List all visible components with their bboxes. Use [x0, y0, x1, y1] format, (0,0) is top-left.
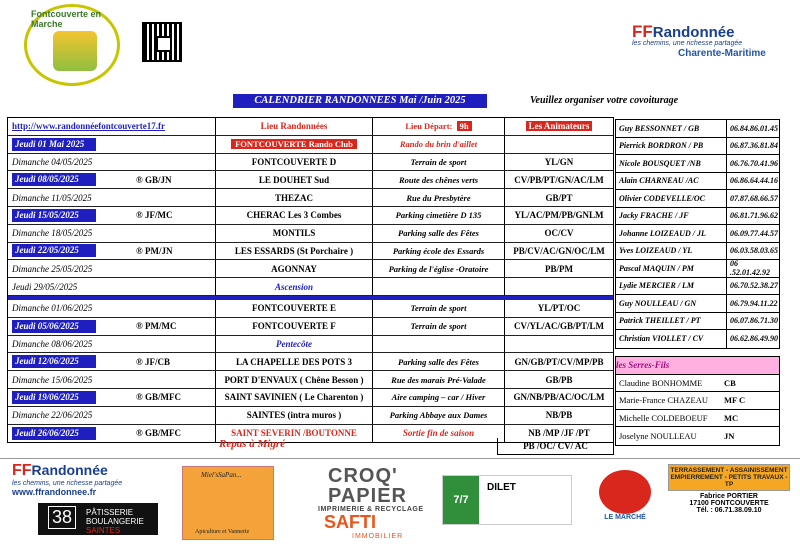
row-animateurs: OC/CV: [544, 228, 574, 239]
animateur-row: [616, 208, 779, 226]
patisserie-number: 38: [48, 506, 76, 529]
repas-label: Repas à Migré: [219, 438, 285, 450]
row-responsables: ® GB/MFC: [136, 428, 181, 439]
row-date: Jeudi 12/06/2025: [12, 355, 96, 368]
miel-logo: [182, 466, 274, 540]
table-row: [8, 136, 613, 154]
table-row: [8, 353, 613, 371]
animateur-name: Nicole BOUSQUET /NB: [616, 155, 727, 172]
animateur-phone[interactable]: 06.87.36.81.84: [730, 141, 778, 151]
serre-fil-name: Joselyne NOULLEAU: [619, 430, 697, 441]
row-lieu: LA CHAPELLE DES POTS 3: [235, 356, 353, 367]
row-date: Jeudi 29/05//2025: [12, 281, 78, 292]
row-depart: Rando du brin d'aillet: [399, 139, 478, 150]
miel-sub: Apiculture et Vannerie: [195, 529, 250, 535]
row-responsables: ® PM/JN: [136, 245, 173, 256]
row-responsables: ® GB/MFC: [136, 392, 181, 403]
animateur-phone[interactable]: 06.76.70.41.96: [730, 158, 778, 168]
patisserie-logo: [38, 503, 158, 535]
row-animateurs: NB /MP /JF /PT: [528, 428, 590, 439]
row-date: Jeudi 22/05/2025: [12, 244, 96, 257]
safti-sub: IMMOBILIER: [352, 533, 404, 540]
animateur-name: Olivier CODEVELLE/OC: [616, 190, 727, 207]
row-lieu: Ascension: [274, 281, 313, 292]
row-animateurs: YL/AC/PM/PB/GNLM: [514, 210, 604, 221]
row-date: Dimanche 11/05/2025: [12, 192, 92, 203]
animateur-name: Pascal MAQUIN / PM: [616, 260, 727, 277]
animateur-phone[interactable]: 06.70.52.38.27: [730, 281, 778, 291]
table-row: [8, 171, 613, 189]
animateur-phone[interactable]: 06.09.77.44.57: [730, 228, 778, 238]
row-depart: Aire camping – car / Hiver: [391, 392, 486, 403]
row-lieu: CHERAC Les 3 Combes: [246, 210, 342, 221]
row-animateurs: YL/PT/OC: [537, 303, 581, 314]
row-responsables: ® JF/MC: [136, 210, 173, 221]
animateur-name: Pierrick BORDRON / PB: [616, 138, 727, 155]
animateur-row: [616, 260, 779, 278]
row-date: Jeudi 15/05/2025: [12, 209, 96, 222]
row-date: Dimanche 18/05/2025: [12, 228, 93, 239]
table-row: [8, 318, 613, 336]
animateur-row: [616, 313, 779, 331]
animateur-phone[interactable]: 06.07.86.71.30: [730, 316, 778, 326]
row-animateurs: PB/PM: [545, 263, 573, 274]
header-depart: Lieu Départ:: [405, 121, 453, 132]
walkers-icon: [53, 31, 97, 71]
patisserie-l2: BOULANGERIE: [86, 517, 144, 526]
serre-fil-row: [616, 392, 779, 410]
dilet-logo: [442, 475, 572, 525]
row-depart: Parking salle des Fêtes: [398, 356, 479, 367]
row-date: Jeudi 08/05/2025: [12, 173, 96, 186]
dilet-badge-icon: 7/7: [443, 476, 479, 524]
row-depart: Parking de l'église -Oratoire: [388, 263, 489, 274]
footer-ffr-logo: [12, 462, 122, 497]
row-animateurs: PB/CV/AC/GN/OC/LM: [513, 245, 605, 256]
covoiturage-note: Veuillez organiser votre covoiturage: [530, 95, 679, 106]
row-animateurs: GN/NB/PB/AC/OC/LM: [513, 392, 605, 403]
dilet-name: DILET: [487, 482, 516, 493]
row-responsables: ® PM/MC: [136, 321, 177, 332]
animateur-name: Johanne LOIZEAUD / JL: [616, 225, 727, 242]
row-animateurs: GB/PB: [545, 374, 573, 385]
row-depart: Terrain de sport: [410, 156, 467, 167]
header-lieu: Lieu Randonnées: [215, 118, 372, 135]
row-animateurs: CV/YL/AC/GB/PT/LM: [513, 321, 604, 332]
serre-fil-code: MC: [724, 412, 739, 423]
animateur-name: Guy NOULLEAU / GN: [616, 295, 727, 312]
table-row: [8, 154, 613, 172]
table-row: [8, 243, 613, 261]
row-lieu: MONTILS: [272, 228, 316, 239]
row-lieu: FONTCOUVERTE D: [251, 156, 337, 167]
row-depart: Sortie fin de saison: [402, 428, 475, 439]
footer-ffr-ff: FF: [12, 462, 32, 479]
row-lieu: PORT D'ENVAUX ( Chêne Besson ): [224, 374, 364, 385]
ffr-ff: FF: [632, 22, 653, 41]
row-responsables: ® GB/JN: [136, 174, 172, 185]
le-marche-logo: [588, 470, 662, 532]
club-logo-text: Fontcouverte en Marche: [31, 9, 102, 29]
animateur-name: Jacky FRACHE / JF: [616, 208, 727, 225]
row-date: Dimanche 25/05/2025: [12, 263, 93, 274]
footer-ffr-web[interactable]: www.ffrandonnee.fr: [12, 487, 97, 497]
animateur-name: Christian VIOLLET / CV: [616, 330, 727, 348]
serre-fil-row: [616, 375, 779, 393]
row-date: Jeudi 26/06/2025: [12, 427, 96, 440]
row-lieu: SAINT SEVERIN /BOUTONNE: [231, 428, 357, 439]
page-title: CALENDRIER RANDONNEES Mai /Juin 2025: [233, 94, 487, 108]
footer-ffr-rando: Randonnée: [31, 462, 108, 478]
table-row: [8, 371, 613, 389]
row-lieu: THEZAC: [274, 192, 313, 203]
serre-fil-row: [616, 427, 779, 445]
animateur-row: [616, 278, 779, 296]
animateurs-table: [615, 119, 780, 349]
serre-fil-code: JN: [724, 430, 735, 441]
portier-card: [668, 464, 790, 534]
animateur-phone[interactable]: 06.81.71.96.62: [730, 211, 778, 221]
row-date: Dimanche 22/06/2025: [12, 410, 93, 421]
serre-fil-row: [616, 410, 779, 428]
animateur-row: [616, 330, 779, 348]
row-depart: Terrain de sport: [410, 303, 467, 314]
serre-fil-name: Michelle COLDEBOEUF: [619, 412, 708, 423]
row-animateurs: GB/PT: [545, 192, 573, 203]
animateur-phone[interactable]: 06.86.64.44.16: [730, 176, 778, 186]
animateur-row: [616, 138, 779, 156]
row-depart: Terrain de sport: [410, 321, 467, 332]
row-lieu: SAINT SAVINIEN ( Le Charenton ): [224, 392, 364, 403]
patisserie-l1: PÂTISSERIE: [86, 508, 134, 517]
animateur-row: [616, 120, 779, 138]
portier-tel: Tél. : 06.71.38.09.10: [696, 507, 762, 514]
row-depart: Rue du Presbytère: [406, 192, 471, 203]
row-lieu: FONTCOUVERTE Rando Club: [231, 139, 357, 149]
ffrandonnee-logo: [632, 22, 766, 59]
serres-fils-table: [615, 356, 780, 446]
animateur-phone[interactable]: 06.62.86.49.90: [730, 334, 778, 344]
footer-divider: [0, 458, 800, 459]
table-row: [8, 407, 613, 425]
safti-logo: [324, 512, 403, 540]
portier-addr: 17100 FONTCOUVERTE: [689, 500, 769, 507]
ffr-rando: Randonnée: [652, 24, 735, 41]
row-animateurs: NB/PB: [545, 410, 573, 421]
animateur-name: Yves LOIZEAUD / YL: [616, 243, 727, 260]
apple-icon: [599, 470, 651, 514]
miel-title: Miel'sSaPan...: [201, 471, 242, 479]
animateur-row: [616, 190, 779, 208]
animateur-phone[interactable]: 06.03.58.03.65: [730, 246, 778, 256]
serre-fil-code: CB: [724, 377, 736, 388]
row-animateurs: CV/PB/PT/GN/AC/LM: [514, 174, 604, 185]
patisserie-l3: SAINTES: [86, 526, 121, 535]
table-row: [8, 225, 613, 243]
row-date: Jeudi 01 Mai 2025: [12, 138, 96, 151]
row-date: Dimanche 01/06/2025: [12, 303, 93, 314]
croq-name: CROQ' PAPIER: [328, 465, 407, 507]
table-row: [8, 207, 613, 225]
row-lieu: FONTCOUVERTE F: [252, 321, 336, 332]
row-animateurs: GN/GB/PT/CV/MP/PB: [514, 356, 604, 367]
row-depart: Route des chênes verts: [398, 174, 479, 185]
header-animateurs: Les Animateurs: [526, 121, 593, 131]
safti-name: SAFTI: [324, 512, 376, 532]
animateur-row: [616, 225, 779, 243]
portier-banner: TERRASSEMENT - ASSAINISSEMENT: [670, 467, 788, 474]
table-row: [8, 278, 613, 296]
serre-fil-code: MF C: [724, 395, 746, 406]
animateur-name: Alain CHARNEAU /AC: [616, 173, 727, 190]
row-date: Dimanche 08/06/2025: [12, 338, 93, 349]
ffr-region: Charente-Maritime: [678, 48, 766, 59]
row-date: Jeudi 19/06/2025: [12, 391, 96, 404]
row-depart: Parking école des Essards: [392, 245, 485, 256]
row-lieu: SAINTES (intra muros ): [246, 410, 342, 421]
animateur-name: Lydie MERCIER / LM: [616, 278, 727, 295]
row-lieu: LE DOUHET Sud: [258, 174, 330, 185]
row-responsables: ® JF/CB: [136, 356, 170, 367]
row-lieu: Pentecôte: [276, 338, 312, 349]
calendar-table: [7, 117, 614, 443]
animateur-phone[interactable]: 06 .52.01.42.92: [730, 259, 770, 278]
portier-banner2: EMPIERREMENT - PETITS TRAVAUX - TP: [670, 474, 788, 488]
row-depart: Parking cimetière D 135: [395, 210, 482, 221]
club-logo: [24, 4, 120, 86]
animateur-name: Guy BESSONNET / GB: [616, 120, 727, 137]
table-row: [8, 260, 613, 278]
serre-fil-name: Claudine BONHOMME: [619, 377, 703, 388]
animateur-phone[interactable]: 06.84.86.01.45: [730, 123, 778, 133]
table-row: [8, 189, 613, 207]
animateur-row: [616, 295, 779, 313]
table-row: [8, 389, 613, 407]
repas-animateurs: PB /OC/ CV/ AC: [497, 438, 614, 455]
table-row: [8, 300, 613, 318]
footer-ffr-tagline: les chemins, une richesse partagée: [12, 480, 123, 487]
table-header-row: [8, 118, 613, 136]
ffr-tagline: les chemins, une richesse partagée: [632, 40, 743, 47]
header-depart-time: 9h: [457, 121, 472, 131]
marche-name: LE MARCHÉ: [604, 514, 646, 521]
serres-fils-title: les Serres-Fils: [616, 357, 779, 375]
row-animateurs: YL/GN: [544, 156, 574, 167]
animateur-row: [616, 155, 779, 173]
animateur-name: Patrick THEILLET / PT: [616, 313, 727, 330]
row-lieu: AGONNAY: [271, 263, 317, 274]
qr-code-icon[interactable]: [142, 22, 182, 62]
animateur-phone[interactable]: 07.87.68.66.57: [730, 193, 778, 203]
row-date: Dimanche 15/06/2025: [12, 374, 93, 385]
table-row: [8, 336, 613, 354]
animateur-row: [616, 173, 779, 191]
portier-name: Fabrice PORTIER: [700, 493, 758, 500]
row-lieu: LES ESSARDS (St Porchaire ): [234, 245, 354, 256]
row-depart: Parking salle des Fêtes: [398, 228, 479, 239]
row-depart: Rue des marais Pré-Valade: [391, 374, 486, 385]
croq-sub: IMPRIMERIE & RECYCLAGE: [318, 506, 424, 513]
row-date: Jeudi 05/06/2025: [12, 320, 96, 333]
row-date: Dimanche 04/05/2025: [12, 156, 93, 167]
row-depart: Parking Abbaye aux Dames: [389, 410, 488, 421]
animateur-row: [616, 243, 779, 261]
row-lieu: FONTCOUVERTE E: [252, 303, 336, 314]
website-link[interactable]: http://www.randonnéefontcouverte17.fr: [12, 121, 165, 132]
animateur-phone[interactable]: 06.79.94.11.22: [730, 298, 778, 308]
croq-papier-logo: [290, 465, 430, 513]
serre-fil-name: Marie-France CHAZEAU: [619, 395, 708, 406]
